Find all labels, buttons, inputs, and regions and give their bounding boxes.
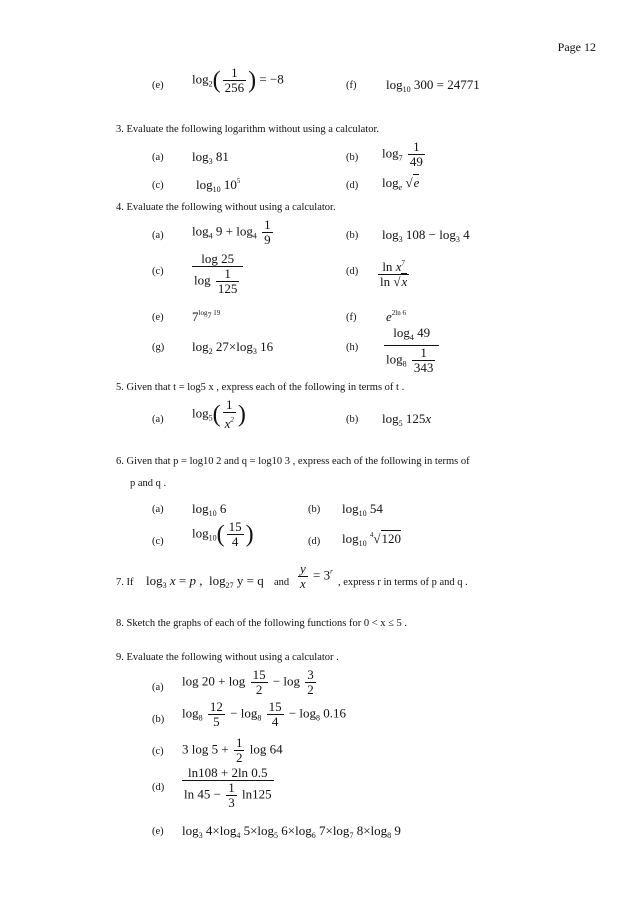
label-3d: (d) (346, 180, 359, 191)
expr-4g: $\log_2 27\times\log_3$ 16 (192, 339, 274, 356)
label-9b: (b) (152, 714, 165, 725)
label-6d: (d) (308, 536, 321, 547)
question-4: 4. Evaluate the following without using a calculator. (116, 202, 336, 213)
expr-7-eqs: $\log_3 x = p$ , $\log_{27} y = q$ (146, 573, 264, 590)
expr-3c: $\log_{10} 10^5$ (196, 177, 241, 194)
label-4h: (h) (346, 342, 359, 353)
label-f-top: (f) (346, 80, 357, 91)
label-5a: (a) (152, 414, 164, 425)
label-4d: (d) (346, 266, 359, 277)
expr-4h: $\log_4 49$ $\log_8$ $\frac{1}{343}$ (382, 326, 441, 375)
expr-top-f: $\log_{10} 300 = 24771$ (386, 77, 480, 94)
question-8: 8. Sketch the graphs of each of the following functions for 0 < x ≤ 5 . (116, 618, 408, 629)
label-4c: (c) (152, 266, 164, 277)
label-9c: (c) (152, 746, 164, 757)
expr-9b: $\log_8$ $\frac{12}{5}$ − $\log_8$ $\frac{15}{4}$ − $\log_8 0.16$ (182, 699, 347, 729)
expr-6a: $\log_{10} 6$ (192, 501, 227, 518)
label-9a: (a) (152, 682, 164, 693)
expr-7-ratio: $\frac{y}{x}$ = $3^r$ (300, 561, 333, 591)
page-number: Page 12 (557, 40, 596, 54)
expr-9c: 3 log 5 + $\frac{1}{2}$ log 64 (182, 735, 283, 765)
expr-3a: $\log_3 81$ (192, 149, 229, 166)
question-7-end: , express r in terms of p and q . (338, 577, 468, 588)
label-e-top: (e) (152, 80, 164, 91)
expr-9a: log 20 + log $\frac{15}{2}$ − log $\frac{3}{2}$ (182, 667, 314, 697)
expr-9d: ln108 + 2ln 0.5 ln 45 − $\frac{1}{3}$ ln125 (184, 765, 272, 810)
expr-5a: $\log_5$( $\frac{1}{x^2}$ ) (192, 397, 246, 431)
expr-top-e: $\log_2$( $\frac{1}{256}$ ) = −8 (192, 65, 284, 95)
question-6-cont: p and q . (130, 478, 167, 489)
question-6: 6. Given that p = log10 2 and q = log10 3 , express each of the following in terms of (116, 456, 470, 467)
expr-4c: log 25 log $\frac{1}{125}$ (190, 252, 245, 296)
label-3a: (a) (152, 152, 164, 163)
label-6a: (a) (152, 504, 164, 515)
expr-9e: $\log_3 4\times\log_4$ $5\times\log_5$ $6\times\log_6$ $7\times\log_7$ $8\times\log_8$ 9 (182, 823, 401, 840)
expr-6b: $\log_{10} 54$ (342, 501, 383, 518)
question-7: 7. If (116, 577, 134, 588)
label-4g: (g) (152, 342, 165, 353)
expr-5b: $\log_5 125x$ (382, 411, 432, 428)
question-3: 3. Evaluate the following logarithm without using a calculator. (116, 124, 380, 135)
expr-4d: $\frac{\ln x^7}{\ln √x}$ (376, 256, 411, 289)
label-5b: (b) (346, 414, 359, 425)
label-6c: (c) (152, 536, 164, 547)
expr-4a: $\log_4 9 + \log_4$ $\frac{1}{9}$ (192, 217, 271, 247)
label-4b: (b) (346, 230, 359, 241)
label-4a: (a) (152, 230, 164, 241)
expr-3b: $\log_7$ $\frac{1}{49}$ (382, 139, 423, 169)
expr-3d: $\log_e √e$ (382, 175, 420, 192)
label-3c: (c) (152, 180, 164, 191)
label-6b: (b) (308, 504, 321, 515)
label-3b: (b) (346, 152, 359, 163)
expr-6c: $\log_{10}$( $\frac{15}{4}$ ) (192, 519, 254, 549)
expr-6d: $\log_{10} ^4√120$ (342, 531, 402, 548)
label-4f: (f) (346, 312, 357, 323)
expr-4b: $\log_3 108 - \log_3 4$ (382, 227, 470, 244)
question-7-and: and (274, 577, 290, 588)
label-9d: (d) (152, 782, 165, 793)
question-9: 9. Evaluate the following without using a calculator . (116, 652, 339, 663)
expr-4e: $7^{log_7 19}$ (192, 309, 221, 324)
label-4e: (e) (152, 312, 164, 323)
expr-4f: $e^{2ln 6}$ (386, 309, 406, 324)
label-9e: (e) (152, 826, 164, 837)
question-5: 5. Given that t = log5 x , express each of the following in terms of t . (116, 382, 405, 393)
